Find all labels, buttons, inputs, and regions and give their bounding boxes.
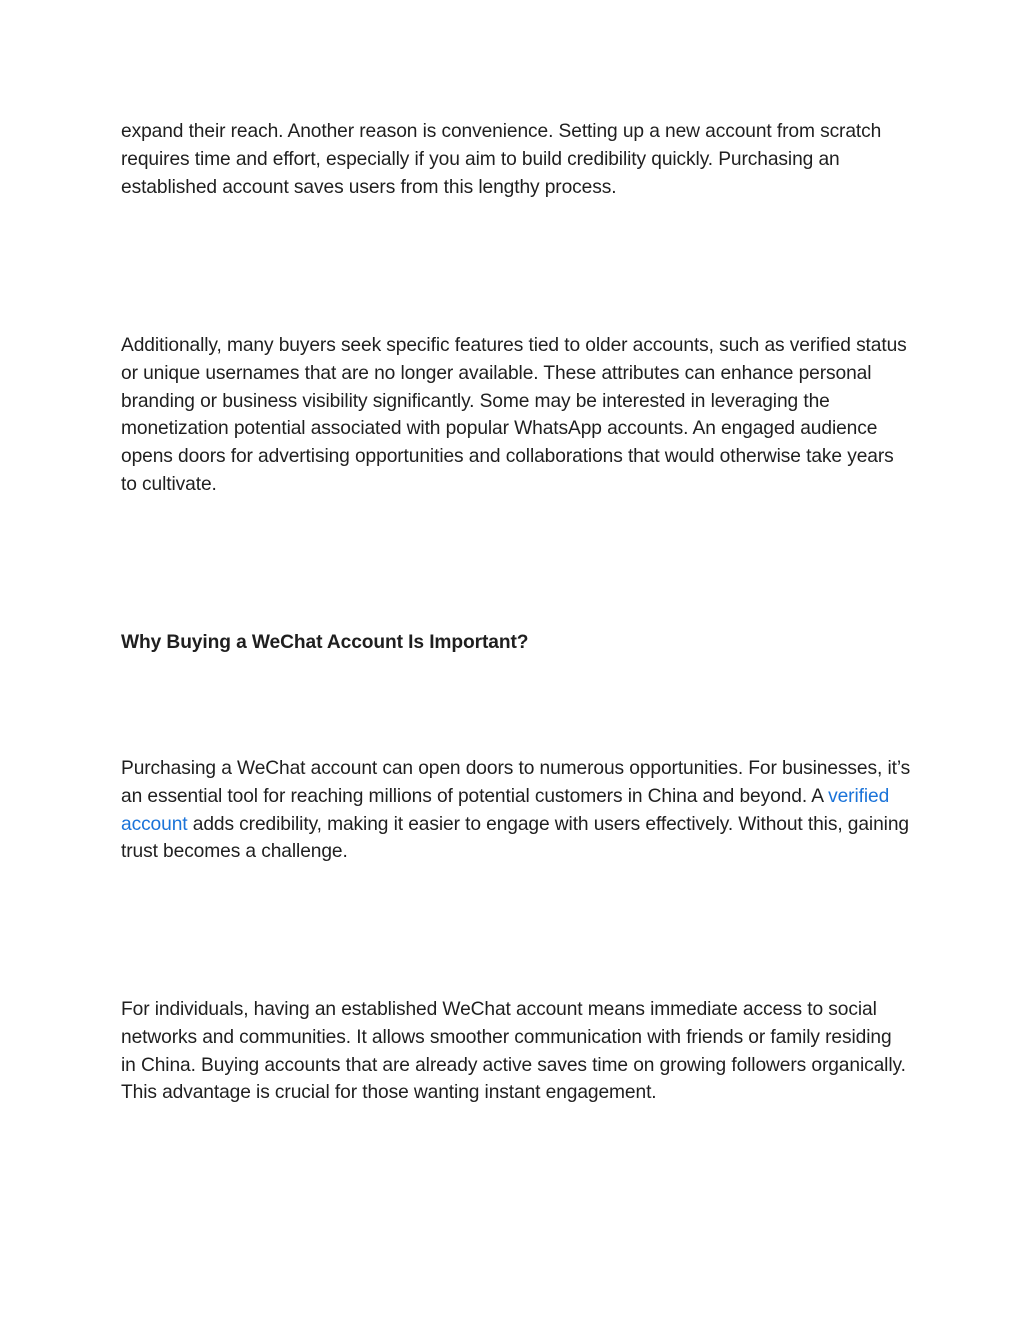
verified-account-link[interactable]: verified account	[121, 785, 890, 835]
paragraph-text-after-link: adds credibility, making it easier to engage with users effectively. Without this, gaining trust becomes a challenge.	[121, 813, 909, 863]
paragraph-text-before-link: Purchasing a WeChat account can open doors to numerous opportunities. For businesses, it’s an essential tool for reaching millions of potential customers in China and beyond. A	[121, 758, 911, 807]
paragraph-individuals: For individuals, having an established WeChat account means immediate access to social networks and communities. It allows smoother communication with friends or family residing in China. Buying accounts that are already active saves time on growing followers organically. This advantage is crucial for those wanting instant engagement.	[121, 999, 906, 1104]
paragraph-convenience: expand their reach. Another reason is convenience. Setting up a new account from scratch requires time and effort, especially if you aim to build credibility quickly. Purchasing an established account saves users from this lengthy process.	[121, 121, 882, 198]
section-heading: Why Buying a WeChat Account Is Important?	[121, 632, 529, 653]
paragraph-opportunities	[121, 755, 911, 866]
paragraph-features: Additionally, many buyers seek specific features tied to older accounts, such as verified status or unique usernames that are no longer available. These attributes can enhance personal branding or business visibility significantly. Some may be interested in leveraging the monetization potential associated with popular WhatsApp accounts. An engaged audience opens doors for advertising opportunities and collaborations that would otherwise take years to cultivate.	[121, 335, 907, 495]
